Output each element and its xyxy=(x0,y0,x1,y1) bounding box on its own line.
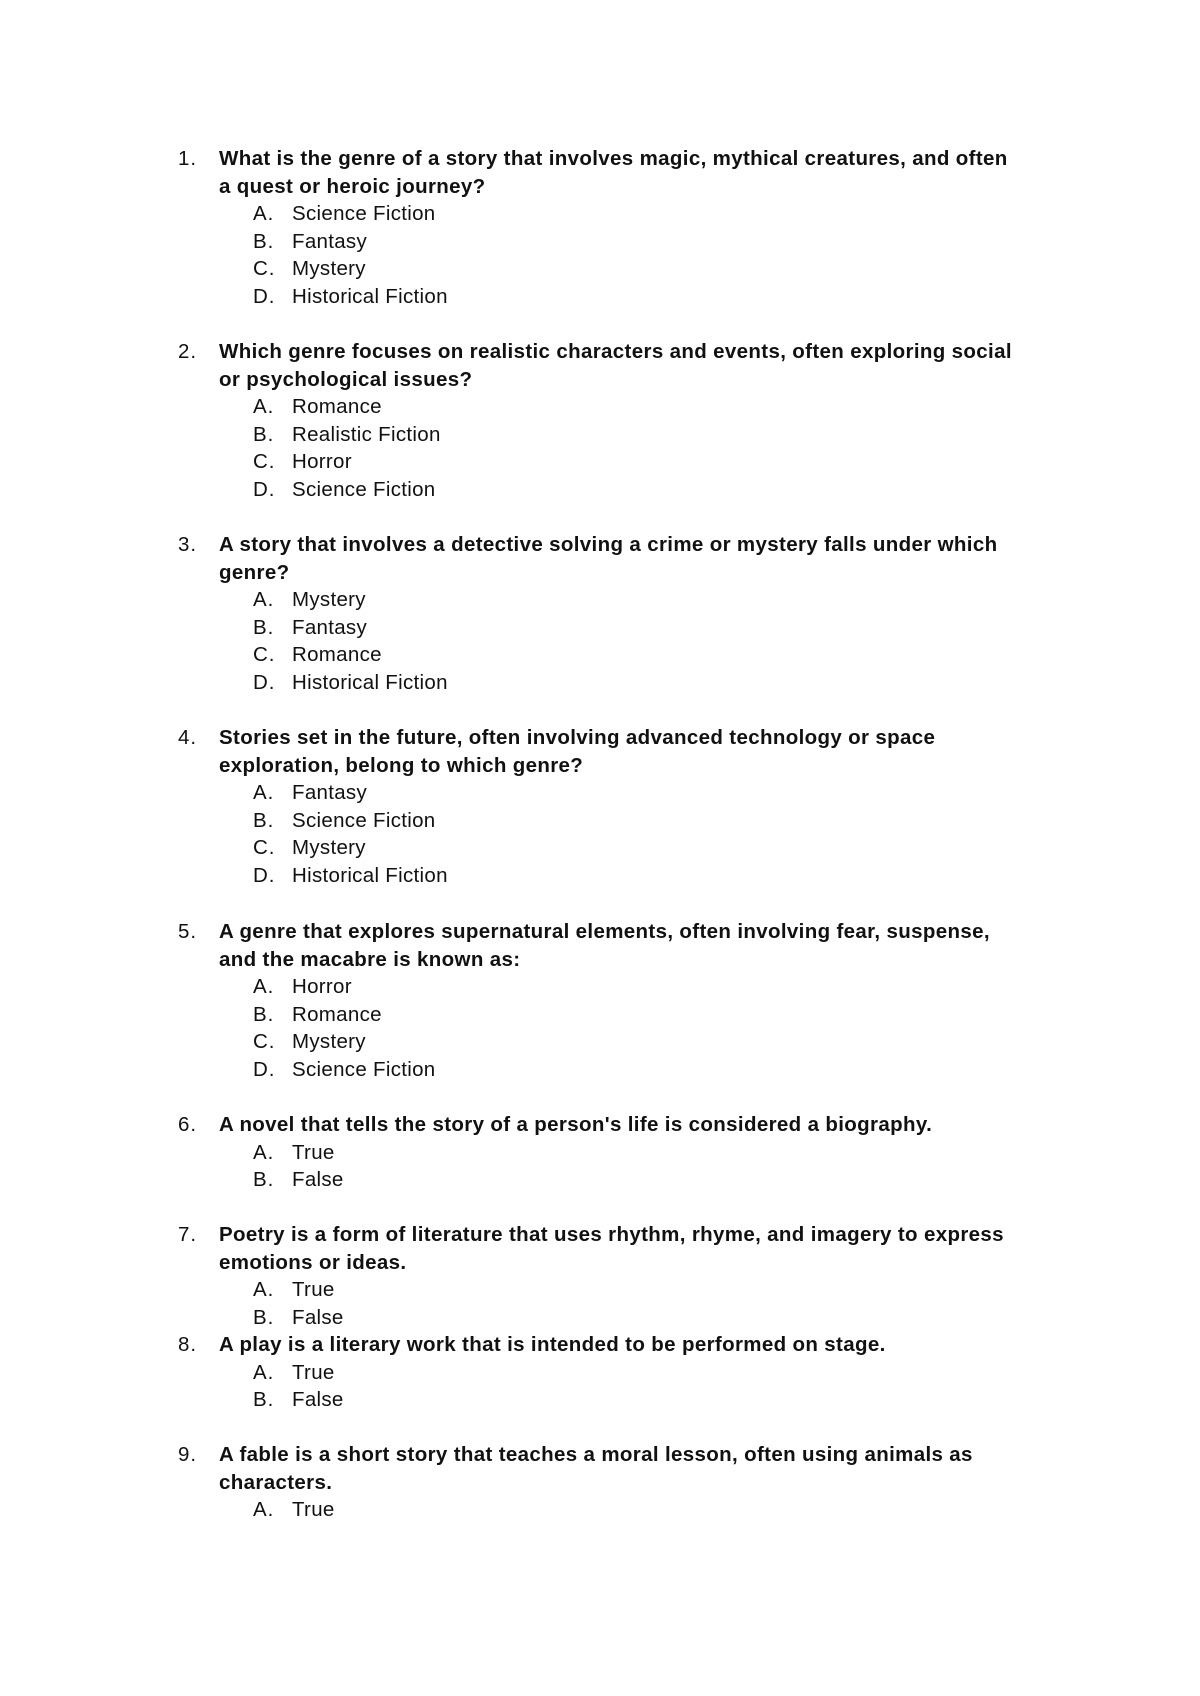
question-number: 8. xyxy=(178,1333,198,1356)
question-text-line: A fable is a short story that teaches a moral lesson, often using animals as xyxy=(219,1443,973,1466)
option-letter: D. xyxy=(253,864,276,887)
question-text-line: and the macabre is known as: xyxy=(219,947,521,971)
question-text-line: Poetry is a form of literature that uses rhythm, rhyme, and imagery to express xyxy=(219,1223,1004,1246)
option-letter: A. xyxy=(253,1140,275,1164)
question-text-line: exploration, belong to which genre? xyxy=(219,753,584,777)
option-letter: B. xyxy=(253,229,275,253)
option-letter: A. xyxy=(253,781,275,805)
question-text-line: Which genre focuses on realistic characters and events, often exploring social xyxy=(219,340,1012,363)
question-text-line: Stories set in the future, often involving advanced technology or space xyxy=(219,726,936,749)
option-letter: D. xyxy=(253,478,276,501)
option-letter: C. xyxy=(253,643,276,667)
option-letter: B. xyxy=(253,1305,275,1329)
option-text: Mystery xyxy=(292,588,366,612)
question-text-line: or psychological issues? xyxy=(219,367,473,391)
option-letter: D. xyxy=(253,1058,276,1081)
option-letter: C. xyxy=(253,836,276,860)
option-text: True xyxy=(292,1360,335,1384)
option-text: Romance xyxy=(292,643,382,667)
question-number: 2. xyxy=(178,340,198,363)
option-text: False xyxy=(292,1305,344,1329)
option-text: True xyxy=(292,1498,335,1522)
option-text: Science Fiction xyxy=(292,478,436,501)
option-letter: A. xyxy=(253,395,275,419)
question-text-line: a quest or heroic journey? xyxy=(219,174,486,198)
option-letter: B. xyxy=(253,808,275,832)
option-text: Mystery xyxy=(292,1030,366,1054)
question-text-line: A story that involves a detective solving a crime or mystery falls under which xyxy=(219,533,998,556)
option-letter: A. xyxy=(253,1278,275,1302)
question-number: 7. xyxy=(178,1223,198,1246)
question-number: 1. xyxy=(178,147,198,170)
question-number: 4. xyxy=(178,726,198,749)
question-number: 3. xyxy=(178,533,198,556)
question-text-line: genre? xyxy=(219,560,290,584)
option-letter: D. xyxy=(253,285,276,308)
question-number: 9. xyxy=(178,1443,198,1466)
option-text: False xyxy=(292,1168,344,1192)
question-text-line: A novel that tells the story of a person's life is considered a biography. xyxy=(219,1113,933,1136)
option-letter: C. xyxy=(253,450,276,474)
option-letter: B. xyxy=(253,1168,275,1192)
option-text: Horror xyxy=(292,450,352,474)
option-letter: C. xyxy=(253,257,276,281)
question-number: 6. xyxy=(178,1113,198,1136)
question-text-line: characters. xyxy=(219,1470,333,1494)
option-text: False xyxy=(292,1388,344,1412)
option-text: True xyxy=(292,1140,335,1164)
option-text: True xyxy=(292,1278,335,1302)
question-text-line: emotions or ideas. xyxy=(219,1250,407,1274)
option-letter: B. xyxy=(253,1002,275,1026)
option-text: Romance xyxy=(292,1002,382,1026)
option-text: Romance xyxy=(292,395,382,419)
option-text: Realistic Fiction xyxy=(292,422,441,446)
option-text: Fantasy xyxy=(292,615,368,639)
option-text: Historical Fiction xyxy=(292,671,448,694)
option-text: Fantasy xyxy=(292,781,368,805)
option-letter: A. xyxy=(253,975,275,999)
option-text: Horror xyxy=(292,975,352,999)
option-text: Fantasy xyxy=(292,229,368,253)
option-text: Science Fiction xyxy=(292,808,436,832)
option-letter: C. xyxy=(253,1030,276,1054)
option-letter: B. xyxy=(253,615,275,639)
option-letter: A. xyxy=(253,1360,275,1384)
option-text: Science Fiction xyxy=(292,202,436,226)
option-text: Science Fiction xyxy=(292,1058,436,1081)
option-letter: A. xyxy=(253,1498,275,1522)
option-letter: B. xyxy=(253,422,275,446)
question-text-line: A genre that explores supernatural elements, often involving fear, suspense, xyxy=(219,920,990,943)
question-number: 5. xyxy=(178,920,198,943)
option-letter: A. xyxy=(253,588,275,612)
option-letter: A. xyxy=(253,202,275,226)
question-text-line: What is the genre of a story that involves magic, mythical creatures, and often xyxy=(219,147,1008,170)
option-letter: B. xyxy=(253,1388,275,1412)
option-text: Mystery xyxy=(292,836,366,860)
option-text: Mystery xyxy=(292,257,366,281)
option-text: Historical Fiction xyxy=(292,864,448,887)
option-text: Historical Fiction xyxy=(292,285,448,308)
option-letter: D. xyxy=(253,671,276,694)
question-text-line: A play is a literary work that is intended to be performed on stage. xyxy=(219,1333,886,1356)
